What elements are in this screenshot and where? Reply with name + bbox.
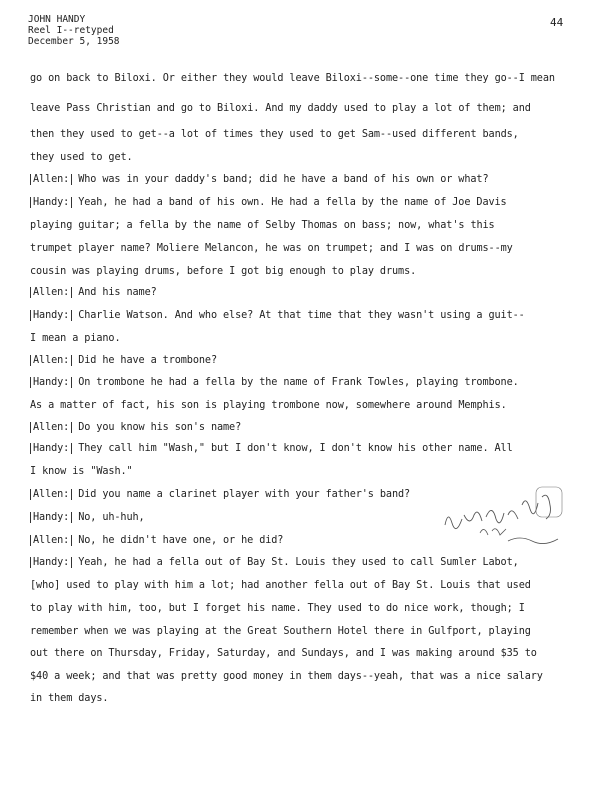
transcript-line (30, 129, 519, 140)
transcript-line (30, 355, 217, 366)
transcript-line (30, 310, 525, 321)
transcript-line (30, 377, 519, 388)
line-text: [who] used to play with him a lot; had another fella out of Bay St. Louis that used (30, 580, 531, 591)
transcript-line (30, 489, 410, 500)
speaker-label: Allen: (30, 287, 72, 298)
transcript-line (30, 512, 145, 523)
transcript-line (30, 103, 531, 114)
speaker-label: Handy: (30, 310, 72, 321)
line-text: Did he have a trombone? (78, 355, 217, 366)
line-text: I mean a piano. (30, 333, 121, 344)
line-text: Who was in your daddy's band; did he have a band of his own or what? (78, 174, 489, 185)
speaker-label: Allen: (30, 535, 72, 546)
transcript-line (30, 152, 133, 163)
line-text: Did you name a clarinet player with your father's band? (78, 489, 411, 500)
line-text: out there on Thursday, Friday, Saturday, and Sundays, and I was making around $35 to (30, 648, 537, 659)
line-text: in them days. (30, 693, 109, 704)
line-text: And his name? (78, 287, 157, 298)
transcript-line (30, 243, 513, 254)
header-reel: Reel I--retyped (28, 25, 114, 36)
transcript-line (30, 266, 416, 277)
line-text: No, uh-huh, (78, 512, 145, 523)
handwritten-annotation (440, 485, 570, 550)
transcript-line (30, 648, 537, 659)
page-number: 44 (550, 16, 564, 29)
speaker-label: Handy: (30, 443, 72, 454)
transcript-line (30, 400, 507, 411)
speaker-label: Handy: (30, 512, 72, 523)
transcript-line (30, 443, 513, 454)
line-text: They call him "Wash," but I don't know, I don't know his other name. All (78, 443, 513, 454)
speaker-label: Handy: (30, 377, 72, 388)
line-text: cousin was playing drums, before I got big enough to play drums. (30, 266, 417, 277)
line-text: Yeah, he had a band of his own. He had a fella by the name of Joe Davis (78, 197, 507, 208)
speaker-label: Handy: (30, 197, 72, 208)
speaker-label: Handy: (30, 557, 72, 568)
document-header (28, 14, 120, 47)
line-text: Yeah, he had a fella out of Bay St. Louis they used to call Sumler Labot, (78, 557, 519, 568)
speaker-label: Allen: (30, 489, 72, 500)
transcript-line (30, 466, 133, 477)
transcript-line (30, 626, 531, 637)
header-name: JOHN HANDY (28, 14, 86, 25)
transcript-line (30, 220, 495, 231)
line-text: I know is "Wash." (30, 466, 133, 477)
transcript-line (30, 580, 531, 591)
line-text: playing guitar; a fella by the name of Selby Thomas on bass; now, what's this (30, 220, 495, 231)
line-text: On trombone he had a fella by the name of Frank Towles, playing trombone. (78, 377, 519, 388)
transcript-line (30, 693, 108, 704)
transcript-line (30, 73, 555, 84)
transcript-line (30, 174, 488, 185)
line-text: Do you know his son's name? (78, 422, 242, 433)
line-text: to play with him, too, but I forget his name. They used to do nice work, though; I (30, 603, 525, 614)
line-text: leave Pass Christian and go to Biloxi. And my daddy used to play a lot of them; and (30, 103, 531, 114)
speaker-label: Allen: (30, 422, 72, 433)
transcript-line (30, 603, 525, 614)
transcript-line (30, 422, 241, 433)
speaker-label: Allen: (30, 174, 72, 185)
line-text: go on back to Biloxi. Or either they would leave Biloxi--some--one time they go--I mean (30, 73, 555, 84)
line-text: trumpet player name? Moliere Melancon, he was on trumpet; and I was on drums--my (30, 243, 513, 254)
line-text: then they used to get--a lot of times they used to get Sam--used different bands, (30, 129, 519, 140)
header-date: December 5, 1958 (28, 36, 120, 47)
transcript-line (30, 197, 507, 208)
transcript-line (30, 671, 543, 682)
line-text: Charlie Watson. And who else? At that time that they wasn't using a guit-- (78, 310, 525, 321)
transcript-line (30, 557, 519, 568)
line-text: $40 a week; and that was pretty good money in them days--yeah, that was a nice salary (30, 671, 543, 682)
transcript-line (30, 287, 157, 298)
line-text: remember when we was playing at the Great Southern Hotel there in Gulfport, playing (30, 626, 531, 637)
speaker-label: Allen: (30, 355, 72, 366)
line-text: No, he didn't have one, or he did? (78, 535, 284, 546)
transcript-line (30, 333, 121, 344)
line-text: they used to get. (30, 152, 133, 163)
transcript-line (30, 535, 283, 546)
line-text: As a matter of fact, his son is playing trombone now, somewhere around Memphis. (30, 400, 507, 411)
